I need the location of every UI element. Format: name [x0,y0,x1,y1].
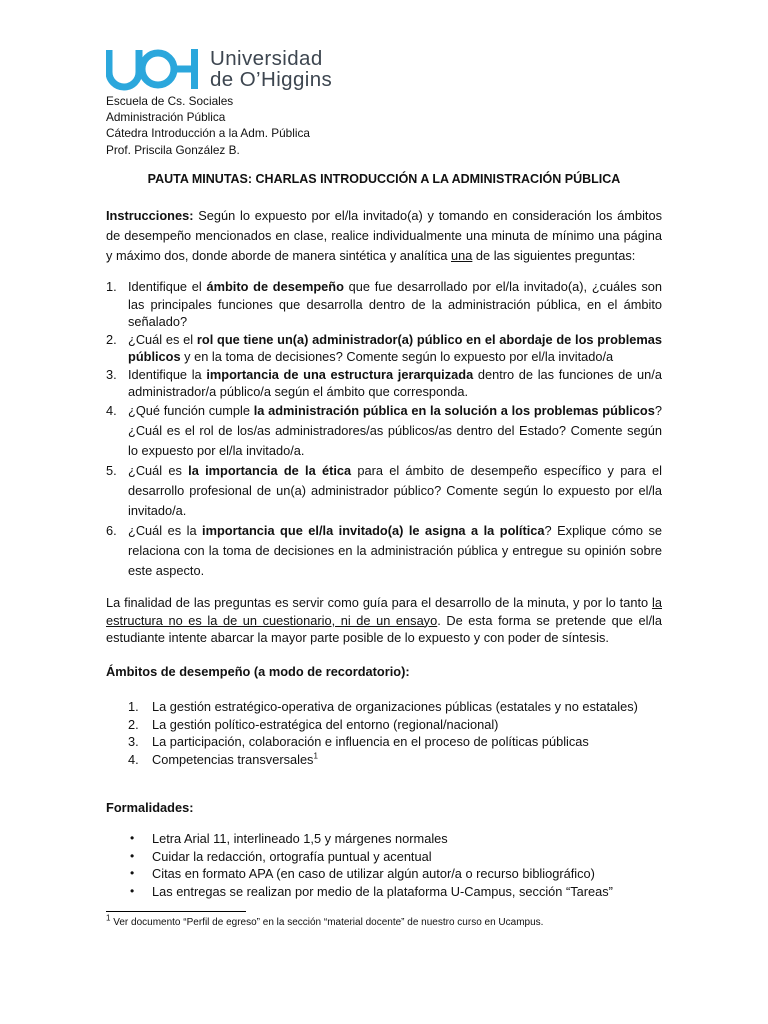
questions-list [106,278,662,581]
formalidades-heading: Formalidades: [106,800,194,815]
finalidad-text-b: . De esta forma se pretende que el/la estudiante intente abarcar la mayor parte posible de lo expuesto y con poder de síntesis. [106,612,662,645]
question-item [106,401,662,461]
ambito-number: 2. [128,716,139,732]
question-number: 2. [106,331,117,347]
question-text: Identifique el [128,279,207,294]
question-text: ¿Qué función cumple [128,402,254,418]
ambito-text: La participación, colaboración e influencia en el proceso de políticas públicas [152,734,589,749]
ambito-item [128,716,668,734]
question-text: para el ámbito de desempeño específico y para el desarrollo profesional de un(a) administrador público? Comente según lo expuesto por el/la invitado/a. [128,462,663,518]
header-school: Escuela de Cs. Sociales [106,94,234,108]
question-text: ¿Cuál es el [128,331,197,347]
formalidades-list [128,830,668,900]
question-number: 3. [106,366,117,382]
question-emphasis: rol que tiene un(a) administrador(a) público en el abordaje de los problemas públicos [128,331,663,364]
document-title: PAUTA MINUTAS: CHARLAS INTRODUCCIÓN A LA ADMINISTRACIÓN PÚBLICA [147,172,621,186]
question-text: y en la toma de decisiones? Comente según lo expuesto por el/la invitado/a [180,349,614,364]
finalidad-text-a: La finalidad de las preguntas es servir como guía para el desarrollo de la minuta, y por lo tanto [106,595,653,610]
question-emphasis: ámbito de desempeño [206,279,344,294]
instructions-text-a: Según lo expuesto por el/la invitado(a) y tomando en consideración los ámbitos de desempeño mencionados en clase, realice individualmente una minuta de mínimo una página y máximo dos, donde aborde de manera sintética y analítica [106,208,662,263]
footnote-mark: 1 [106,913,111,923]
document-header [106,93,310,158]
instructions-text-b: de las siguientes preguntas: [472,248,636,263]
footnote-text: Ver documento “Perfil de egreso” en la sección “material docente” de nuestro curso en Ucampus. [110,917,544,928]
question-item [106,366,662,401]
question-text: que fue desarrollado por el/la invitado(a), ¿cuáles son las principales funciones que desarrolla dentro de la administración pública, en el ámbito señalado? [128,279,662,329]
question-number: 5. [106,462,117,478]
question-text: ¿Cuál es la [128,522,203,538]
bullet-icon: • [130,848,135,863]
finalidad-paragraph [106,594,662,647]
instructions-underlined: una [451,248,473,263]
question-emphasis: importancia que el/la invitado(a) le asigna a la política [202,522,545,538]
question-number: 6. [106,522,117,538]
bullet-icon: • [130,883,135,898]
question-item [106,278,662,331]
formalidad-text: Cuidar la redacción, ortografía puntual y acentual [152,848,432,864]
question-emphasis: la administración pública en la solución a los problemas públicos [253,402,655,418]
university-name-line2: de O’Higgins [210,68,333,91]
question-text: dentro de las funciones de un/a administrador/a público/a según el ámbito que corresponda. [128,366,662,399]
ambitos-list [128,698,668,768]
ambito-text: Competencias transversales [152,751,314,767]
university-logo [106,44,332,94]
formalidad-text: Letra Arial 11, interlineado 1,5 y márgenes normales [152,831,448,846]
instructions-label: Instrucciones: [106,208,194,223]
ambitos-heading: Ámbitos de desempeño (a modo de recordatorio): [106,664,410,679]
question-item [106,331,662,366]
formalidad-item [128,830,668,848]
formalidad-item [128,865,668,883]
footnote-separator [106,911,246,912]
ambito-number: 1. [128,699,139,714]
header-program: Administración Pública [106,110,226,125]
formalidad-text: Las entregas se realizan por medio de la plataforma U-Campus, sección “Tareas” [152,883,613,899]
university-name-line1: Universidad [210,47,323,70]
instructions-paragraph [106,206,662,266]
question-number: 4. [106,402,117,418]
question-item [106,521,662,581]
bullet-icon: • [130,866,135,880]
question-number: 1. [106,279,117,294]
uoh-logo-mark [106,46,202,92]
ambito-number: 3. [128,734,139,749]
question-emphasis: importancia de una estructura jerarquizada [206,366,474,382]
header-course: Cátedra Introducción a la Adm. Pública [106,126,310,141]
ambito-footnote-mark: 1 [313,751,318,761]
formalidad-item [128,883,668,901]
question-emphasis: la importancia de la ética [188,462,352,478]
footnote [106,913,544,930]
ambito-text: La gestión político-estratégica del entorno (regional/nacional) [152,716,499,732]
finalidad-underlined: la estructura no es la de un cuestionario, ni de un ensayo [106,595,662,628]
ambito-number: 4. [128,751,139,767]
ambito-text: La gestión estratégico-operativa de organizaciones públicas (estatales y no estatales) [152,699,638,714]
bullet-icon: • [130,831,135,845]
question-text: ? Explique cómo se relaciona con la toma de decisiones en la administración pública y entregue su opinión sobre este aspecto. [128,522,662,578]
header-professor: Prof. Priscila González B. [106,142,240,157]
formalidad-text: Citas en formato APA (en caso de utilizar algún autor/a o recurso bibliográfico) [152,866,595,881]
question-text: ? ¿Cuál es el rol de los/as administradores/as públicos/as dentro del Estado? Comente según lo expuesto por el/la invitado/a. [128,402,662,458]
question-item [106,461,662,521]
question-text: Identifique la [128,366,207,382]
ambito-item [128,751,668,769]
formalidad-item [128,848,668,866]
question-text: ¿Cuál es [128,462,189,478]
university-name [210,48,332,90]
ambito-item [128,733,668,751]
ambito-item [128,698,668,716]
